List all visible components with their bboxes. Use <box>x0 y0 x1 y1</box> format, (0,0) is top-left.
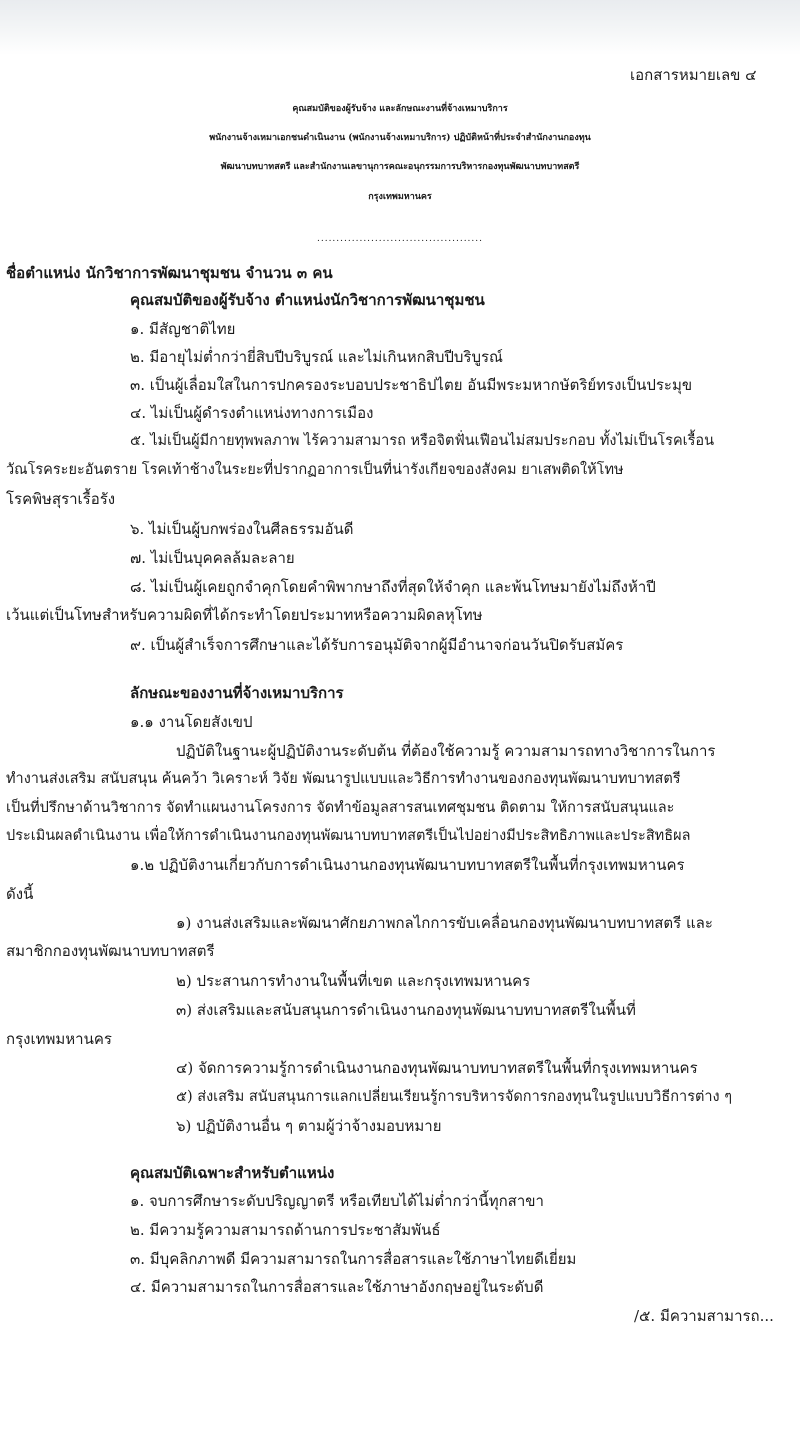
qualification-item-8-cont: เว้นแต่เป็นโทษสำหรับความผิดที่ได้กระทำโดยประมาทหรือความผิดลหุโทษ <box>6 606 483 624</box>
work-duty-heading-cont: ดังนี้ <box>6 885 34 903</box>
document-number: เอกสารหมายเลข ๔ <box>630 66 757 84</box>
qualification-item-6: ๖. ไม่เป็นผู้บกพร่องในศีลธรรมอันดี <box>130 520 354 538</box>
work-summary-line-2: ทำงานส่งเสริม สนับสนุน ค้นคว้า วิเคราะห์ วิจัย พัฒนารูปแบบและวิธีการทำงานของกองทุนพัฒนาบทบาทสตรี <box>6 771 681 787</box>
specific-item-4: ๔. มีความสามารถในการสื่อสารและใช้ภาษาอังกฤษอยู่ในระดับดี <box>130 1278 544 1296</box>
specific-item-2: ๒. มีความรู้ความสามารถด้านการประชาสัมพันธ์ <box>130 1221 441 1239</box>
work-summary-line-1: ปฏิบัติในฐานะผู้ปฏิบัติงานระดับต้น ที่ต้องใช้ความรู้ ความสามารถทางวิชาการในการ <box>176 742 716 760</box>
qualification-heading: คุณสมบัติของผู้รับจ้าง ตำแหน่งนักวิชาการพัฒนาชุมชน <box>130 291 485 309</box>
qualification-item-9: ๙. เป็นผู้สำเร็จการศึกษาและได้รับการอนุมัติจากผู้มีอำนาจก่อนวันปิดรับสมัคร <box>130 636 624 654</box>
qualification-item-4: ๔. ไม่เป็นผู้ดำรงตำแหน่งทางการเมือง <box>130 404 374 422</box>
work-task-6: ๖) ปฏิบัติงานอื่น ๆ ตามผู้ว่าจ้างมอบหมาย <box>176 1117 442 1135</box>
position-title: ชื่อตำแหน่ง นักวิชาการพัฒนาชุมชน จำนวน ๓ คน <box>6 264 333 282</box>
title-line-4: กรุงเทพมหานคร <box>368 192 432 202</box>
work-task-1-cont: สมาชิกกองทุนพัฒนาบทบาทสตรี <box>6 942 215 960</box>
qualification-item-8: ๘. ไม่เป็นผู้เคยถูกจำคุกโดยคำพิพากษาถึงที่สุดให้จำคุก และพ้นโทษมายังไม่ถึงห้าปี <box>130 578 656 596</box>
specific-heading: คุณสมบัติเฉพาะสำหรับตำแหน่ง <box>130 1164 335 1182</box>
work-summary-line-3: เป็นที่ปรึกษาด้านวิชาการ จัดทำแผนงานโครงการ จัดทำข้อมูลสารสนเทศชุมชน ติดตาม ให้การสนับสนุนและ <box>6 800 675 816</box>
title-divider: ........................................... <box>316 234 484 244</box>
qualification-item-1: ๑. มีสัญชาติไทย <box>130 320 236 338</box>
scan-top-shading <box>0 0 800 55</box>
qualification-item-5-cont-2: โรคพิษสุราเรื้อรัง <box>6 490 116 508</box>
work-duty-heading: ๑.๒ ปฏิบัติงานเกี่ยวกับการดำเนินงานกองทุนพัฒนาบทบาทสตรีในพื้นที่กรุงเทพมหานคร <box>130 856 685 874</box>
work-summary-heading: ๑.๑ งานโดยสังเขป <box>130 713 253 731</box>
work-heading: ลักษณะของงานที่จ้างเหมาบริการ <box>130 684 344 702</box>
title-line-1: คุณสมบัติของผู้รับจ้าง และลักษณะงานที่จ้างเหมาบริการ <box>292 104 508 114</box>
qualification-item-3: ๓. เป็นผู้เลื่อมใสในการปกครองระบอบประชาธิปไตย อันมีพระมหากษัตริย์ทรงเป็นประมุข <box>130 376 693 394</box>
title-line-3: พัฒนาบทบาทสตรี และสำนักงานเลขานุการคณะอนุกรรมการบริหารกองทุนพัฒนาบทบาทสตรี <box>220 162 580 172</box>
work-task-1: ๑) งานส่งเสริมและพัฒนาศักยภาพกลไกการขับเคลื่อนกองทุนพัฒนาบทบาทสตรี และ <box>176 914 713 932</box>
work-task-2: ๒) ประสานการทำงานในพื้นที่เขต และกรุงเทพมหานคร <box>176 972 531 990</box>
continuation-marker: /๕. มีความสามารถ... <box>634 1307 774 1325</box>
qualification-item-2: ๒. มีอายุไม่ต่ำกว่ายี่สิบปีบริบูรณ์ และไม่เกินหกสิบปีบริบูรณ์ <box>130 348 503 366</box>
work-task-3: ๓) ส่งเสริมและสนับสนุนการดำเนินงานกองทุนพัฒนาบทบาทสตรีในพื้นที่ <box>176 1001 636 1019</box>
work-task-4: ๔) จัดการความรู้การดำเนินงานกองทุนพัฒนาบทบาทสตรีในพื้นที่กรุงเทพมหานคร <box>176 1059 698 1077</box>
work-task-3-cont: กรุงเทพมหานคร <box>6 1030 112 1048</box>
work-task-5: ๕) ส่งเสริม สนับสนุนการแลกเปลี่ยนเรียนรู้การบริหารจัดการกองทุนในรูปแบบวิธีการต่าง ๆ <box>176 1089 733 1105</box>
specific-item-3: ๓. มีบุคลิกภาพดี มีความสามารถในการสื่อสารและใช้ภาษาไทยดีเยี่ยม <box>130 1250 577 1268</box>
qualification-item-7: ๗. ไม่เป็นบุคคลล้มละลาย <box>130 549 295 567</box>
work-summary-line-4: ประเมินผลดำเนินงาน เพื่อให้การดำเนินงานกองทุนพัฒนาบทบาทสตรีเป็นไปอย่างมีประสิทธิภาพและประสิทธิผล <box>6 828 691 844</box>
specific-item-1: ๑. จบการศึกษาระดับปริญญาตรี หรือเทียบได้ไม่ต่ำกว่านี้ทุกสาขา <box>130 1192 544 1210</box>
title-line-2: พนักงานจ้างเหมาเอกชนดำเนินงาน (พนักงานจ้างเหมาบริการ) ปฏิบัติหน้าที่ประจำสำนักงานกองทุน <box>209 133 591 143</box>
qualification-item-5: ๕. ไม่เป็นผู้มีกายทุพพลภาพ ไร้ความสามารถ หรือจิตฟั่นเฟือนไม่สมประกอบ ทั้งไม่เป็นโรคเรื้อน <box>130 433 715 449</box>
qualification-item-5-cont: วัณโรคระยะอันตราย โรคเท้าช้างในระยะที่ปรากฏอาการเป็นที่น่ารังเกียจของสังคม ยาเสพติดให้โทษ <box>6 462 624 478</box>
